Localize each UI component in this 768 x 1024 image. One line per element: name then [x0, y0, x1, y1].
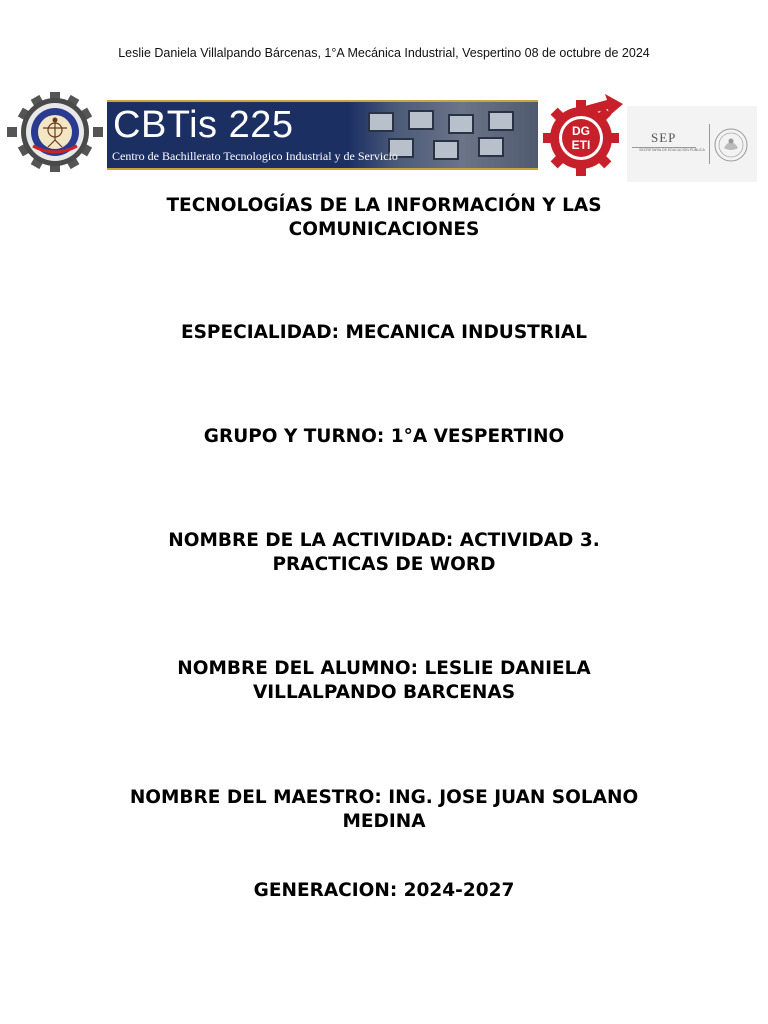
cbtis-banner [107, 100, 538, 170]
activity-name-line2: PRACTICAS DE WORD [272, 554, 496, 575]
national-seal-icon [714, 128, 748, 162]
svg-text:DG: DG [572, 124, 590, 138]
svg-text:ETI: ETI [571, 138, 591, 152]
teacher-name-line2: MEDINA [342, 811, 426, 832]
student-name-line2: VILLALPANDO BARCENAS [252, 682, 516, 703]
banner-title: CBTis 225 [113, 104, 294, 146]
sep-logo-text: SEP [651, 130, 677, 145]
sep-logo [627, 106, 757, 182]
dgeti-logo [541, 92, 625, 180]
teacher-name-line1: NOMBRE DEL MAESTRO: ING. JOSE JUAN SOLANO [129, 787, 639, 808]
subject-title-line2: COMUNICACIONES [288, 219, 480, 240]
activity-name-line1: NOMBRE DE LA ACTIVIDAD: ACTIVIDAD 3. [168, 530, 600, 551]
sep-logo-subtext: SECRETARÍA DE EDUCACIÓN PÚBLICA [639, 148, 705, 152]
generation-text: GENERACION: 2024-2027 [253, 880, 515, 901]
teacher-name [100, 786, 668, 834]
student-name [100, 657, 668, 705]
subject-title-line1: TECNOLOGÍAS DE LA INFORMACIÓN Y LAS [166, 195, 602, 216]
header-line: Leslie Daniela Villalpando Bárcenas, 1°A Mecánica Industrial, Vespertino 08 de octubre de 2024 [118, 46, 650, 60]
activity-name [100, 529, 668, 577]
specialty-text: ESPECIALIDAD: MECANICA INDUSTRIAL [180, 322, 588, 343]
banner-subtitle: Centro de Bachillerato Tecnologico Industrial y de Servicio [112, 149, 398, 163]
subject-title [100, 194, 668, 242]
logo-row [0, 92, 768, 184]
group-shift-text: GRUPO Y TURNO: 1°A VESPERTINO [203, 426, 565, 447]
student-name-line1: NOMBRE DEL ALUMNO: LESLIE DANIELA [177, 658, 591, 679]
school-gear-logo [6, 92, 104, 172]
